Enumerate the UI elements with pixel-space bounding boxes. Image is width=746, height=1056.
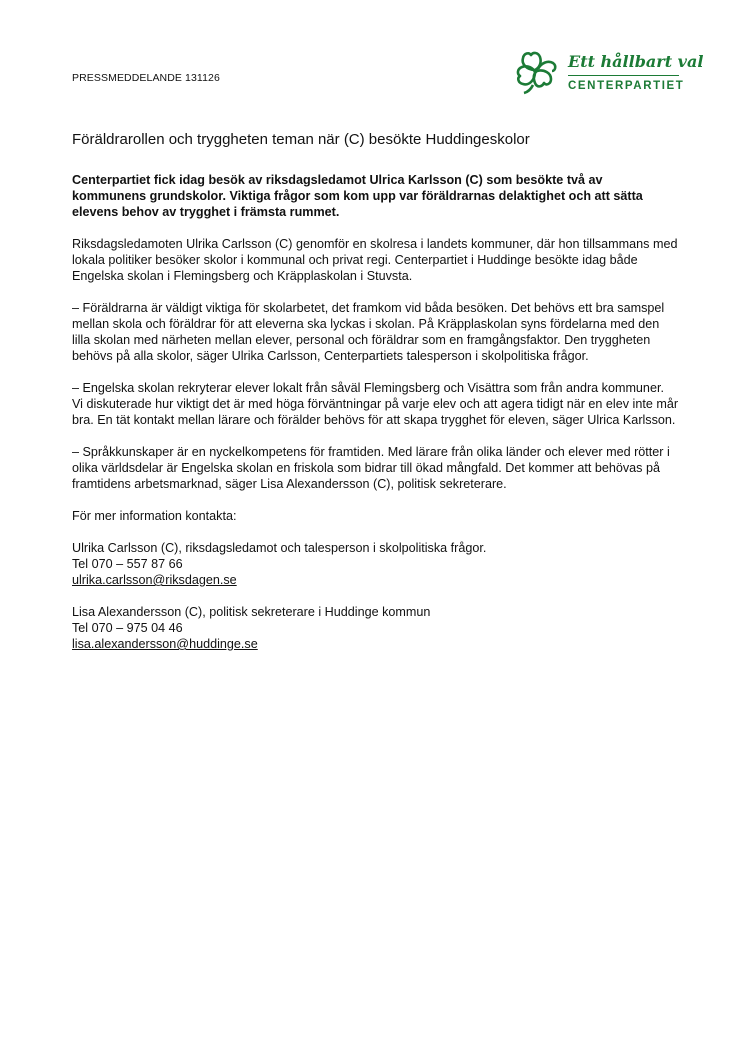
contact-email-link[interactable]: ulrika.carlsson@riksdagen.se: [72, 573, 237, 587]
lead-paragraph: Centerpartiet fick idag besök av riksdagsledamot Ulrica Karlsson (C) som besökte två av kommunens grundskolor. Viktiga frågor som kom upp var föräldrarnas delaktighet och att sätta elevens behov av trygghet i främsta rummet.: [72, 173, 643, 219]
contact-email-link[interactable]: lisa.alexandersson@huddinge.se: [72, 637, 258, 651]
contact-phone: Tel 070 – 557 87 66: [72, 557, 183, 571]
logo-tagline: Ett hållbart val: [568, 52, 704, 71]
contact-name: Lisa Alexandersson (C), politisk sekreterare i Huddinge kommun: [72, 605, 431, 619]
centerpartiet-logo: [509, 49, 704, 97]
press-release-label: PRESSMEDDELANDE 131126: [72, 72, 220, 84]
body-paragraph: – Föräldrarna är väldigt viktiga för skolarbetet, det framkom vid båda besöken. Det behövs ett bra samspel mellan skola och föräldrar för att eleverna ska lyckas i skolan. På Kräpplaskolan syns fördelarna med den lilla skolan med närheten mellan elever, personal och föräldrar som en framgångsfaktor. Den tryggheten behövs på alla skolor, säger Ulrika Carlsson, Centerpartiets talesperson i skolpolitiska frågor.: [72, 301, 665, 363]
press-release-body: [72, 131, 678, 668]
logo-wordmark: CENTERPARTIET: [568, 80, 685, 92]
contact-intro: För mer information kontakta:: [72, 509, 237, 523]
body-paragraph: – Språkkunskaper är en nyckelkompetens för framtiden. Med lärare från olika länder och elever med rötter i olika världsdelar är Engelska skolan en friskola som bidrar till ökad mångfald. Det kommer att behövas på framtidens arbetsmarknad, säger Lisa Alexandersson (C), politisk sekreterare.: [72, 445, 670, 491]
contact-block: [72, 604, 678, 652]
contact-block: [72, 540, 678, 588]
logo-divider: [568, 75, 679, 76]
contact-phone: Tel 070 – 975 04 46: [72, 621, 183, 635]
clover-icon: [509, 49, 561, 95]
page-title: Föräldrarollen och tryggheten teman när (C) besökte Huddingeskolor: [72, 131, 530, 148]
contact-name: Ulrika Carlsson (C), riksdagsledamot och talesperson i skolpolitiska frågor.: [72, 541, 487, 555]
body-paragraph: – Engelska skolan rekryterar elever lokalt från såväl Flemingsberg och Visättra som från andra kommuner. Vi diskuterade hur viktigt det är med höga förväntningar på varje elev och att agera tidigt när en elev inte mår bra. En tät kontakt mellan lärare och förälder behövs för att skapa trygghet för eleven, säger Ulrica Karlsson.: [72, 381, 679, 427]
body-paragraph: Riksdagsledamoten Ulrika Carlsson (C) genomför en skolresa i landets kommuner, där hon tillsammans med lokala politiker besöker skolor i kommunal och privat regi. Centerpartiet i Huddinge besökte idag både Engelska skolan i Flemingsberg och Kräpplaskolan i Stuvsta.: [72, 237, 678, 283]
